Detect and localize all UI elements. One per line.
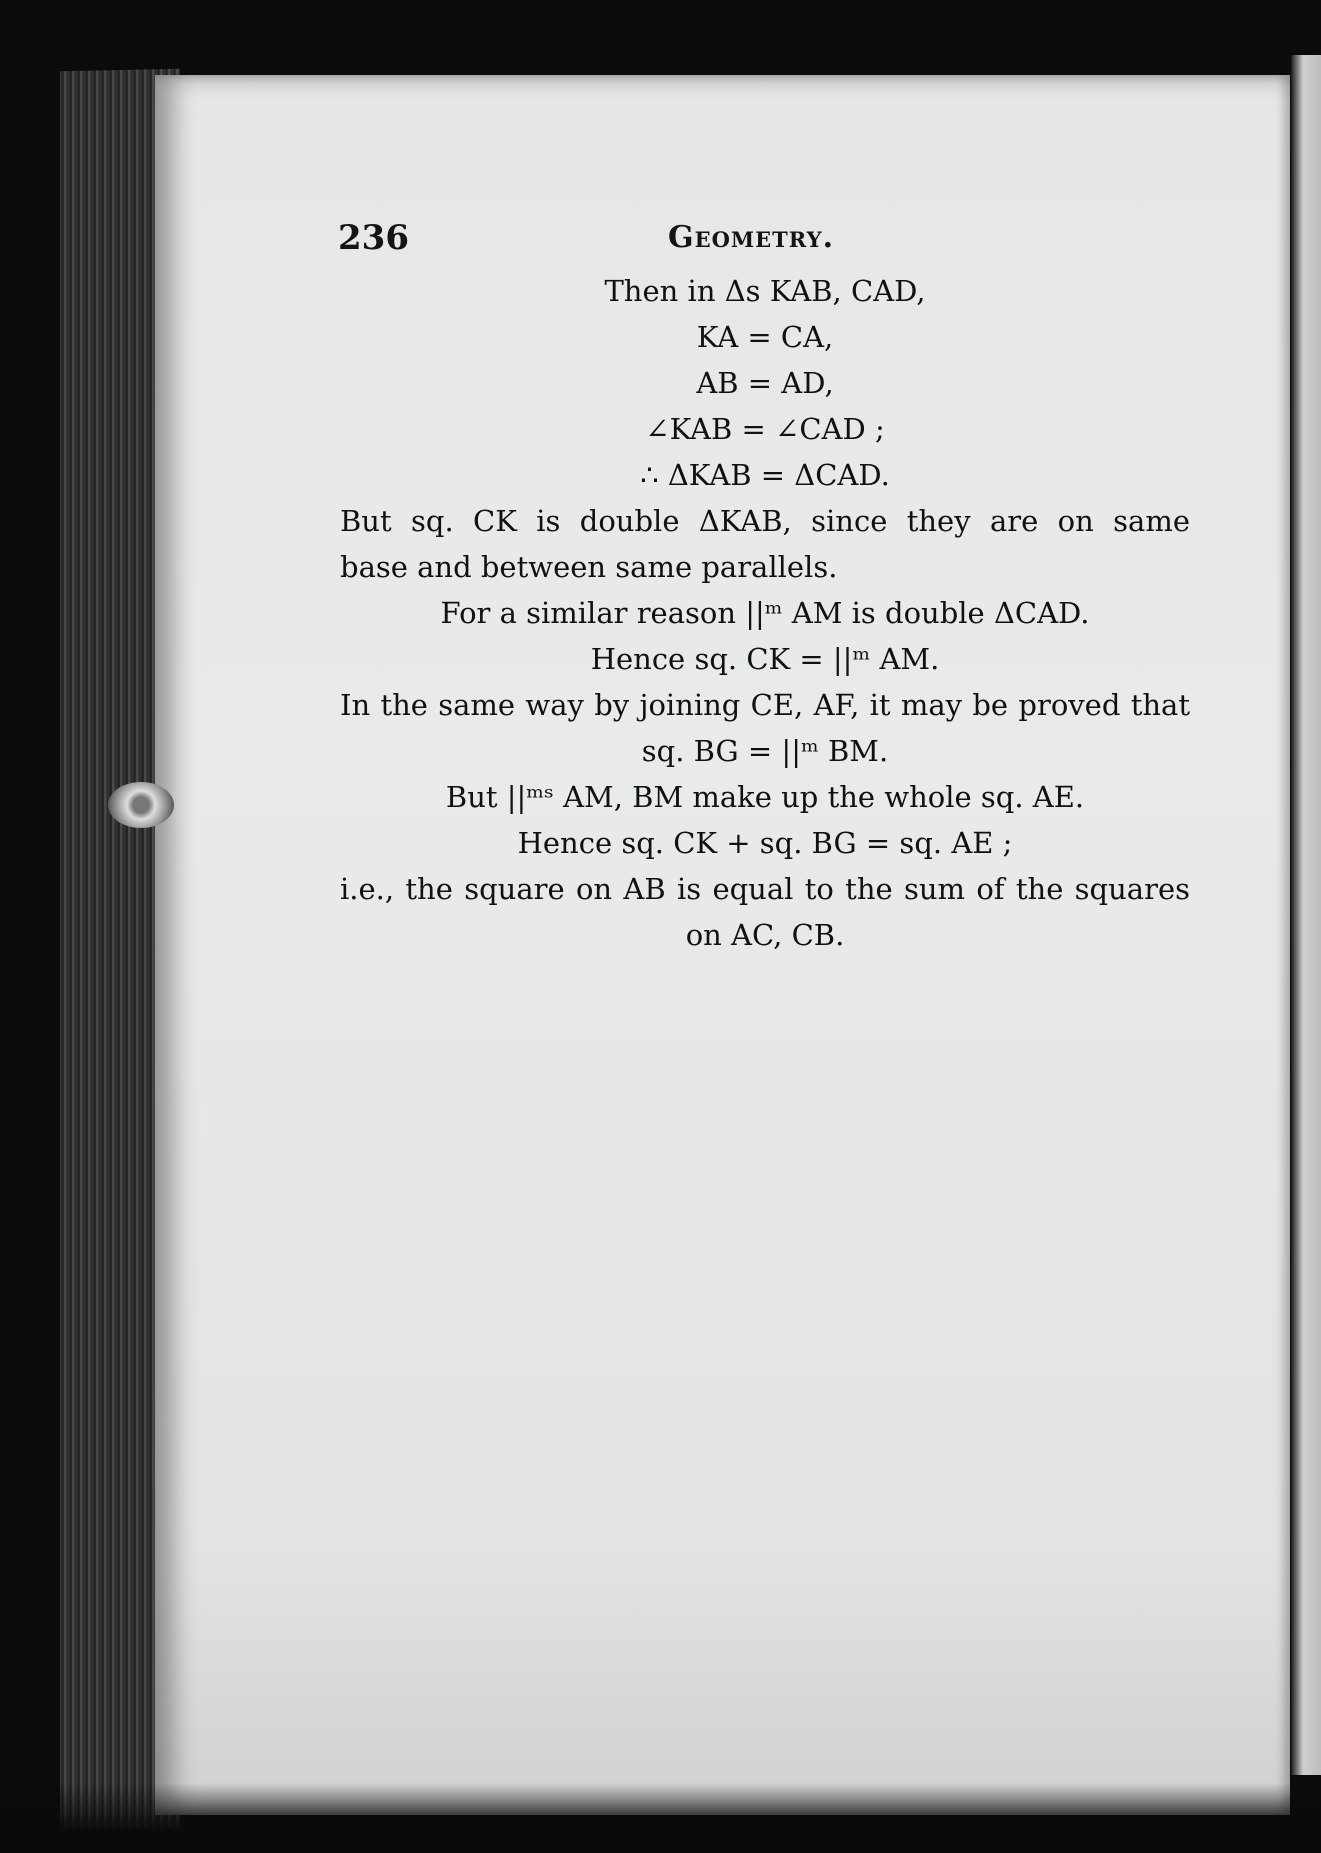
text-line: base and between same parallels. — [340, 550, 838, 584]
text-line: ∠KAB = ∠CAD ; — [645, 412, 885, 446]
text-line: Hence sq. CK = ||ᵐ AM. — [590, 642, 940, 676]
facing-page-edge — [1291, 55, 1321, 1775]
text-line: In the same way by joining CE, AF, it may be proved that — [340, 688, 1190, 722]
page-number: 236 — [338, 218, 409, 258]
paper-stain — [108, 782, 174, 828]
text-line: AB = AD, — [696, 366, 834, 400]
text-line: on AC, CB. — [685, 918, 845, 952]
text-line: ∴ ΔKAB = ΔCAD. — [640, 458, 890, 492]
text-line: Hence sq. CK + sq. BG = sq. AE ; — [517, 826, 1013, 860]
text-line: Then in Δs KAB, CAD, — [604, 274, 926, 308]
text-line: i.e., the square on AB is equal to the sum of the squares — [340, 872, 1190, 906]
text-line: But ||ᵐˢ AM, BM make up the whole sq. AE. — [445, 780, 1085, 814]
text-line: KA = CA, — [696, 320, 834, 354]
page-body — [340, 268, 1190, 958]
text-line: But sq. CK is double ΔKAB, since they are on same — [340, 504, 1190, 538]
text-line: For a similar reason ||ᵐ AM is double ΔCAD. — [440, 596, 1090, 630]
running-head: Geometry. — [668, 220, 835, 255]
bottom-shadow — [0, 1783, 1321, 1853]
text-line: sq. BG = ||ᵐ BM. — [641, 734, 889, 768]
page-header — [0, 218, 1321, 258]
